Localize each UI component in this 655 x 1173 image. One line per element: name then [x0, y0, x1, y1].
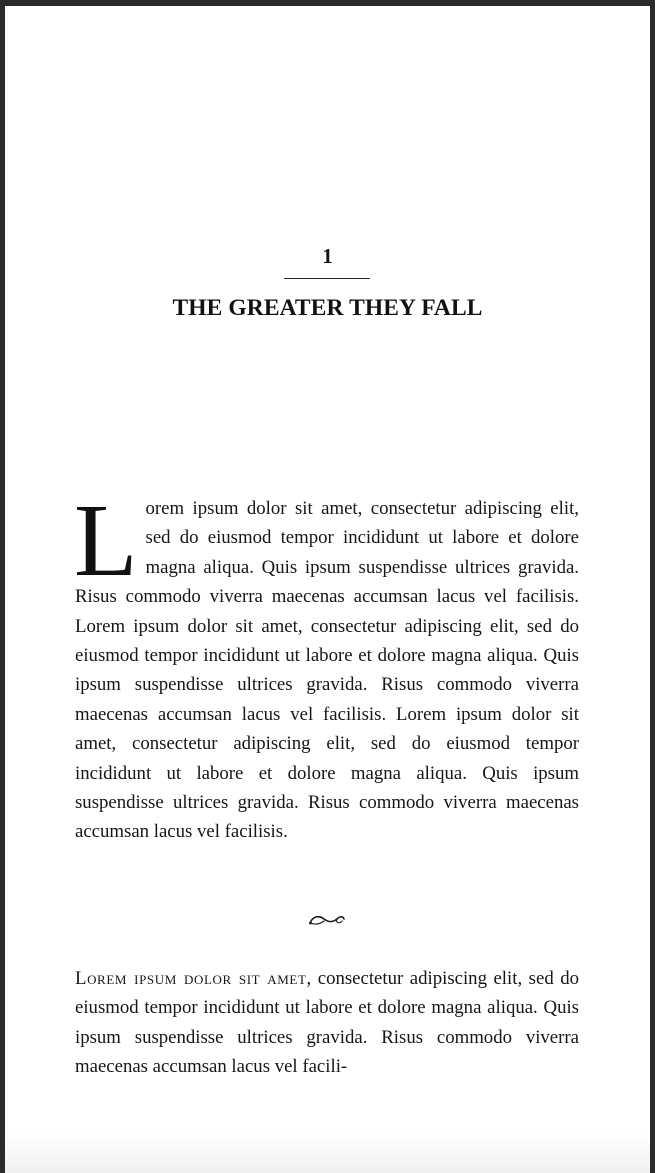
paragraph-1 — [74, 483, 579, 847]
chapter-divider-rule — [284, 278, 370, 279]
paragraph-2-lead-in: Lorem ipsum dolor sit amet — [75, 968, 307, 989]
fleuron-swash-icon — [307, 908, 347, 930]
paragraph-2-text: , consectetur adipiscing elit, sed do eiusmod tempor incididunt ut labore et dolore magna aliqua. Quis ipsum suspendisse ultrices gravida. Risus commodo viverra maecenas accumsan lacus vel facili- — [75, 968, 579, 1078]
chapter-number: 1 — [322, 244, 333, 268]
book-page — [5, 6, 650, 1173]
chapter-title: THE GREATER THEY FALL — [172, 295, 483, 321]
paragraph-1-text: orem ipsum dolor sit amet, consectetur adipiscing elit, sed do eiusmod tempor incididunt ut labore et dolore magna aliqua. Quis ipsum suspendisse ultrices gravida. Risus commodo viverra maecenas accumsan lacus vel facilisis. Lorem ipsum dolor sit amet, consectetur adipiscing elit, sed do eiusmod tempor incididunt ut labore et dolore magna aliqua. Quis ipsum suspendisse ultrices gravida. Risus commodo viverra maecenas accumsan lacus vel facilisis. Lorem ipsum dolor sit amet, consectetur adipiscing elit, sed do eiusmod tempor incididunt ut labore et dolore magna aliqua. Quis ipsum suspendisse ultrices gravida. Risus commodo viverra maecenas accumsan lacus vel facilisis. — [75, 498, 579, 843]
drop-cap: L — [74, 483, 138, 598]
paragraph-2 — [75, 964, 579, 1082]
